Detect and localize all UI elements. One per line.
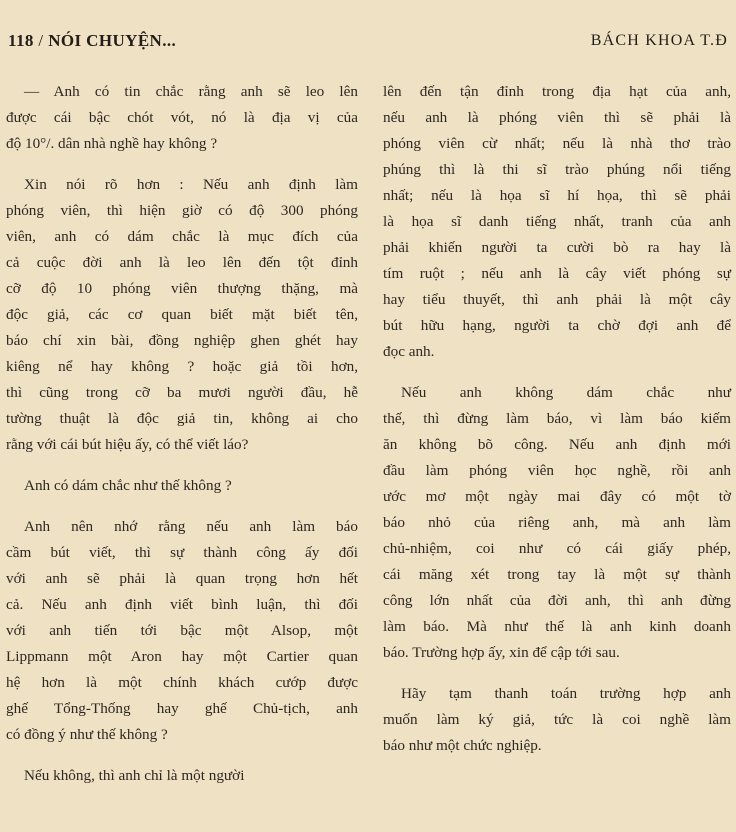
paragraph <box>383 380 731 666</box>
text-line: độc giả, các cơ quan biết mặt biết tên, <box>6 306 358 323</box>
running-head-left <box>8 31 176 51</box>
page-number: 118 <box>8 31 34 50</box>
text-line: bút hữu hạng, người ta chờ đợi anh để <box>383 317 731 334</box>
text-line: báo nhỏ của riêng anh, mà anh làm <box>383 514 731 531</box>
text-line: đầu làm phóng viên học nghề, rồi anh <box>383 462 731 479</box>
text-line: tường thuật là độc giả tin, không ai cho <box>6 410 358 427</box>
text-line: cả. Nếu anh định viết bình luận, thì đối <box>6 596 358 613</box>
text-line: được cái bậc chót vót, nó là địa vị của <box>6 109 358 126</box>
text-line: Anh nên nhớ rằng nếu anh làm báo <box>24 518 358 535</box>
text-line: phóng viên cừ nhất; nếu là nhà thơ trào <box>383 135 731 152</box>
publication-name: BÁCH KHOA T.Đ <box>590 32 728 49</box>
text-line: phúng thì là thi sĩ trào phúng nổi tiếng <box>383 161 731 178</box>
text-line: cả cuộc đời anh là leo lên đến tột đỉnh <box>6 254 358 271</box>
text-line: nếu anh là phóng viên thì sẽ phải là <box>383 109 731 126</box>
paragraph <box>6 514 358 748</box>
text-line: ăn không bõ công. Nếu anh định mới <box>383 436 731 453</box>
text-line: lên đến tận đỉnh trong địa hạt của anh, <box>383 83 731 100</box>
text-line: ghế Tổng-Thống hay ghế Chủ-tịch, anh <box>6 700 358 717</box>
paragraph <box>383 681 731 759</box>
text-line: cỡ độ 10 phóng viên thượng thặng, mà <box>6 280 358 297</box>
text-line: thế, thì đừng làm báo, vì làm báo kiếm <box>383 410 731 427</box>
text-line: Nếu anh không dám chắc như <box>401 384 731 401</box>
right-column <box>383 79 731 759</box>
text-line: báo như một chức nghiệp. <box>383 737 542 754</box>
text-line: ước mơ một ngày mai đây có một tờ <box>383 488 731 505</box>
text-line: làm báo. Mà như thế là anh kinh doanh <box>383 618 731 635</box>
paragraph-gap <box>6 748 358 763</box>
text-line: phóng viên, thì hiện giờ có độ 300 phóng <box>6 202 358 219</box>
text-line: công lớn nhất của đời anh, thì anh đừng <box>383 592 731 609</box>
text-line: báo. Trường hợp ấy, xin để cập tới sau. <box>383 644 620 661</box>
paragraph <box>383 79 731 365</box>
text-line: Hãy tạm thanh toán trường hợp anh <box>401 685 731 702</box>
page-header <box>0 0 736 70</box>
text-line: Xin nói rõ hơn : Nếu anh định làm <box>24 176 358 193</box>
text-line: có đồng ý như thế không ? <box>6 726 168 743</box>
paragraph <box>6 763 358 789</box>
text-line: tím ruột ; nếu anh là cây viết phóng sự <box>383 265 731 282</box>
paragraph-gap <box>383 365 731 380</box>
text-line: là họa sĩ danh tiếng nhất, tranh của anh <box>383 213 731 230</box>
paragraph <box>6 473 358 499</box>
section-title: NÓI CHUYỆN... <box>48 31 177 50</box>
text-line: — Anh có tin chắc rằng anh sẽ leo lên <box>24 83 358 100</box>
text-line: hay tiểu thuyết, thì anh phải là một cây <box>383 291 731 308</box>
text-line: chủ-nhiệm, coi như có cái giấy phép, <box>383 540 731 557</box>
text-line: độ 10°/. dân nhà nghề hay không ? <box>6 135 218 152</box>
text-line: kiêng nể hay không ? hoặc giả tồi hơn, <box>6 358 358 375</box>
text-line: Lippmann một Aron hay một Cartier quan <box>6 648 358 665</box>
text-line: đọc anh. <box>383 343 435 360</box>
text-line: cầm bút viết, thì sự thành công ấy đối <box>6 544 358 561</box>
text-line: muốn làm ký giả, tức là coi nghề làm <box>383 711 731 728</box>
header-separator: / <box>38 31 44 50</box>
text-line: viên, anh có dám chắc là mục đích của <box>6 228 358 245</box>
text-line: phải khiến người ta cười bò ra hay là <box>383 239 731 256</box>
text-line: hệ hơn là một chính khách cướp được <box>6 674 358 691</box>
left-column <box>6 79 358 789</box>
text-line: rằng với cái bút hiệu ấy, có thể viết láo? <box>6 436 249 453</box>
paragraph <box>6 79 358 157</box>
paragraph-gap <box>6 157 358 172</box>
paragraph-gap <box>6 458 358 473</box>
text-line: thì cũng trong cỡ ba mươi người đầu, hễ <box>6 384 358 401</box>
text-line: Nếu không, thì anh chỉ là một người <box>24 767 245 784</box>
text-line: với anh tiến tới bậc một Alsop, một <box>6 622 358 639</box>
paragraph-gap <box>383 666 731 681</box>
paragraph-gap <box>6 499 358 514</box>
paragraph <box>6 172 358 458</box>
text-line: với anh sẽ phải là quan trọng hơn hết <box>6 570 358 587</box>
text-line: Anh có dám chắc như thế không ? <box>24 477 232 494</box>
text-line: nhất; nếu là họa sĩ hí họa, thì sẽ phải <box>383 187 731 204</box>
text-line: báo chí xin bài, đồng nghiệp ghen ghét hay <box>6 332 358 349</box>
text-line: cái măng xét trong tay là một sự thành <box>383 566 731 583</box>
